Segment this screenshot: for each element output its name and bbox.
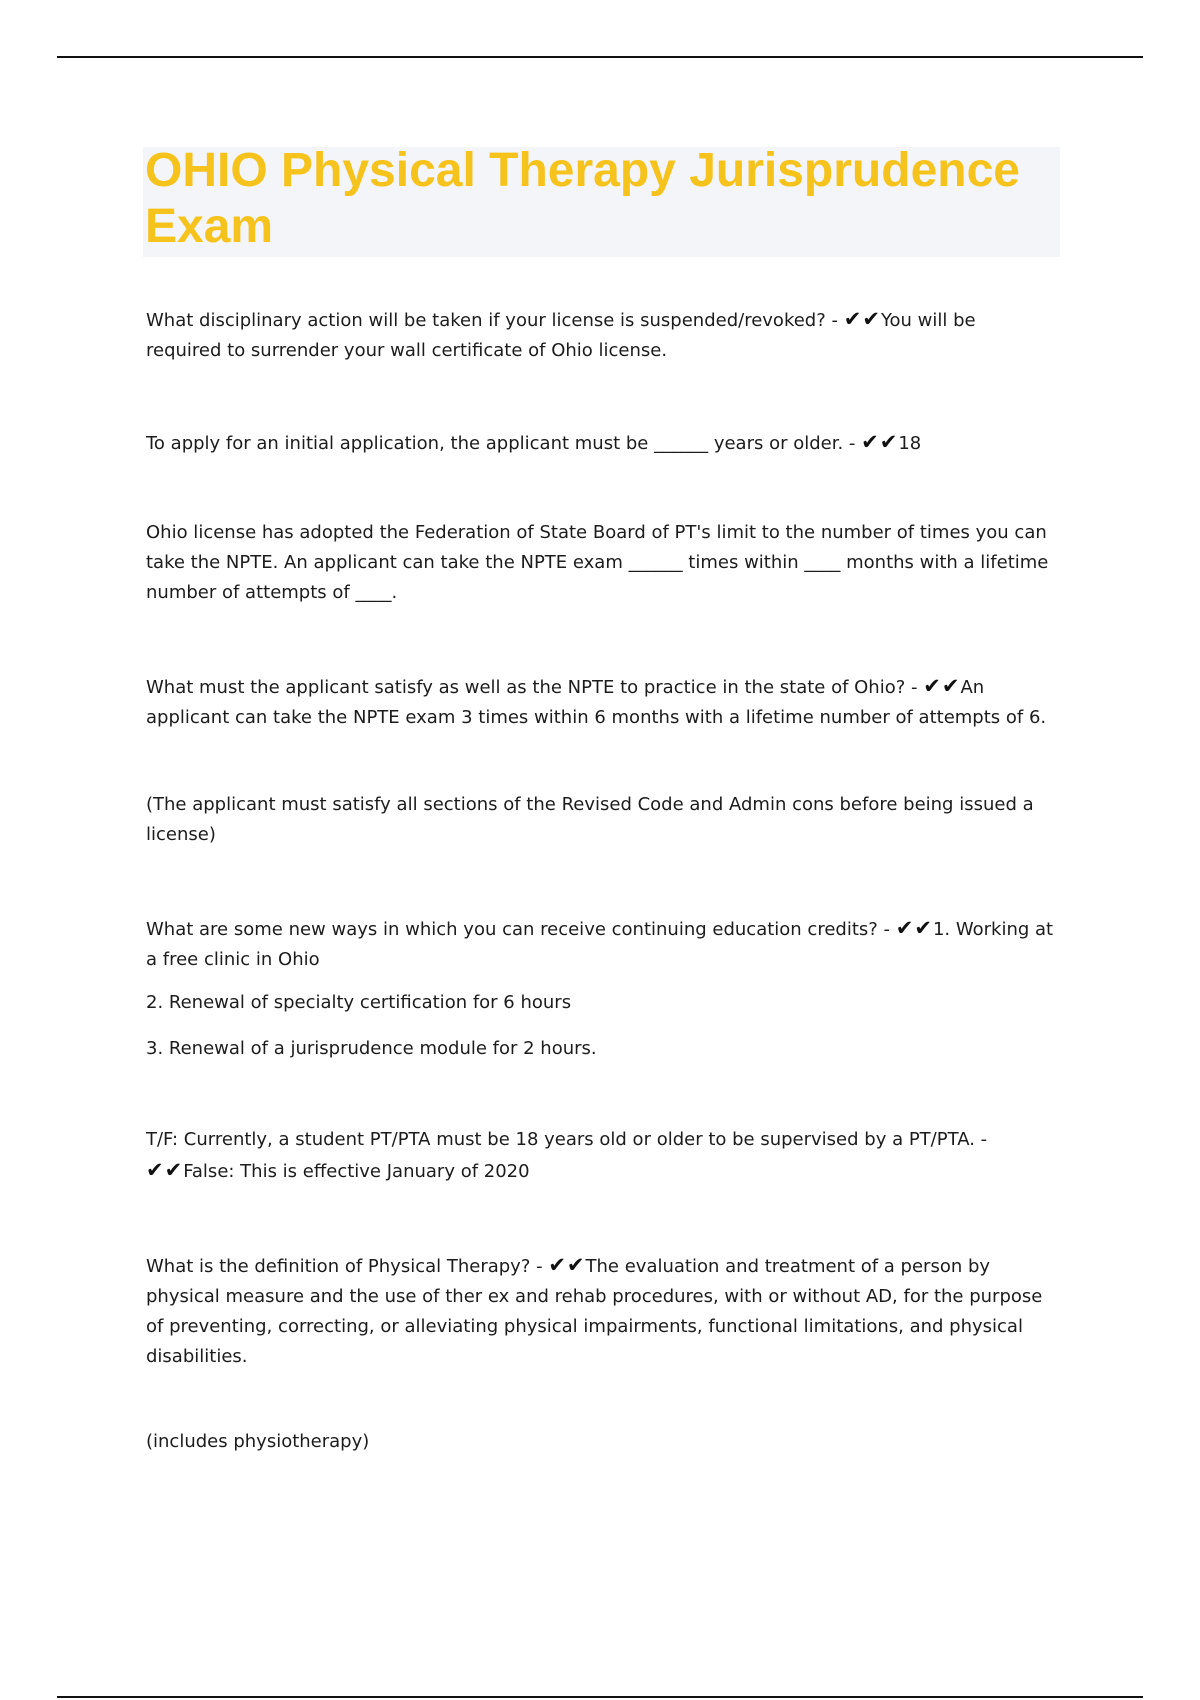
question-text: What must the applicant satisfy as well as the NPTE to practice in the state of Ohio? - (146, 677, 924, 698)
answer-text: You will be required to surrender your wall certificate of Ohio license. (146, 310, 976, 361)
qa-item-pt-definition (146, 1250, 1056, 1372)
qa-item-applicant-requirements (146, 671, 1056, 733)
note-revised-code: (The applicant must satisfy all sections of the Revised Code and Admin cons before being issued a license) (146, 794, 1034, 845)
question-text: T/F: Currently, a student PT/PTA must be 18 years old or older to be supervised by a PT/PTA. - (146, 1129, 988, 1150)
question-text: What disciplinary action will be taken if your license is suspended/revoked? - (146, 310, 844, 331)
qa-item-continuing-education (146, 913, 1056, 975)
check-mark-icon: ✔✔ (548, 1253, 586, 1277)
qa-item-disciplinary-action (146, 304, 1056, 366)
answer-text: False: This is effective January of 2020 (183, 1161, 530, 1182)
qa-item-student-supervision (146, 1125, 1056, 1187)
document-title: OHIO Physical Therapy Jurisprudence Exam (145, 144, 1020, 253)
answer-text: The evaluation and treatment of a person by physical measure and the use of ther ex and rehab procedures, with or without AD, for the purpose of preventing, correcting, or alleviating physical impairments, functional limitations, and physical disabilities. (146, 1256, 1043, 1367)
question-text: What are some new ways in which you can receive continuing education credits? - (146, 919, 896, 940)
qa-item-npte-limit (146, 518, 1056, 608)
header-rule (57, 56, 1143, 58)
answer-text: An applicant can take the NPTE exam 3 times within 6 months with a lifetime number of attempts of 6. (146, 677, 1047, 728)
answer-text: 18 (898, 433, 922, 454)
question-text: Ohio license has adopted the Federation of State Board of PT's limit to the number of times you can take the NPTE. An applicant can take the NPTE exam ______ times within ____ months with a lifetime number of attempts of ____. (146, 522, 1049, 603)
check-mark-icon: ✔✔ (923, 674, 961, 698)
question-text: What is the definition of Physical Therapy? - (146, 1256, 549, 1277)
footer-rule (57, 1696, 1143, 1698)
note-physiotherapy: (includes physiotherapy) (146, 1431, 370, 1452)
answer-text: 1. Working at a free clinic in Ohio (146, 919, 1054, 970)
list-item: 2. Renewal of specialty certification for 6 hours (146, 992, 572, 1013)
qa-item-minimum-age (146, 427, 1056, 459)
question-text: To apply for an initial application, the applicant must be ______ years or older. - (146, 433, 862, 454)
check-mark-icon: ✔✔ (146, 1158, 184, 1182)
list-item: 3. Renewal of a jurisprudence module for 2 hours. (146, 1038, 597, 1059)
check-mark-icon: ✔✔ (861, 430, 899, 454)
check-mark-icon: ✔✔ (843, 307, 881, 331)
check-mark-icon: ✔✔ (895, 916, 933, 940)
